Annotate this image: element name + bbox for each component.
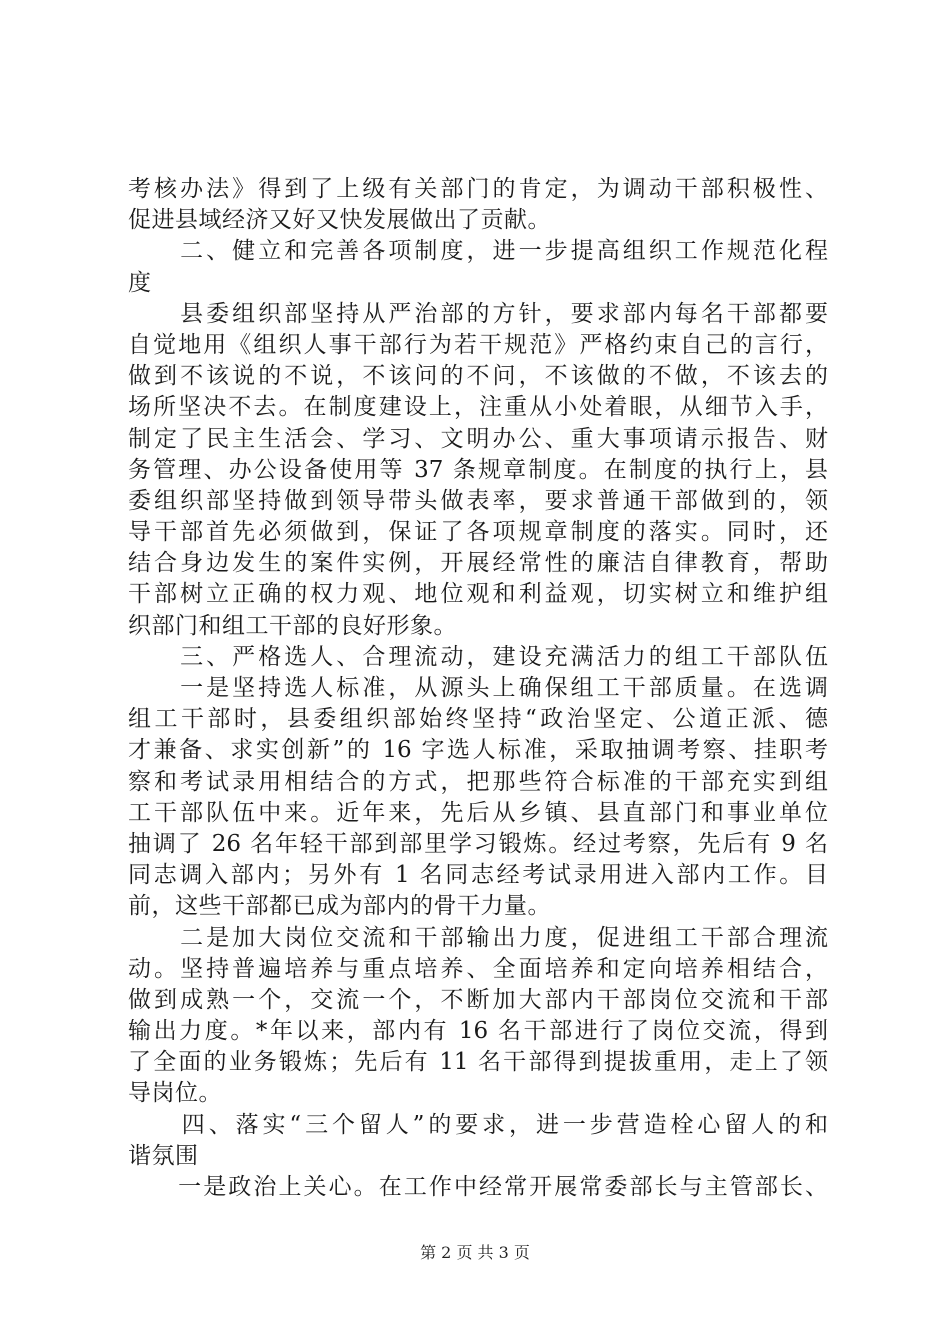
text-line: 结合身边发生的案件实例，开展经常性的廉洁自律教育，帮助 [128,550,828,577]
text-line: 度 [128,269,152,296]
text-line: 抽调了 26 名年轻干部到部里学习锻炼。经过考察，先后有 9 名 [128,830,828,857]
text-line: 场所坚决不去。在制度建设上，注重从小处着眼，从细节入手， [128,394,828,421]
text-line: 导岗位。 [128,1080,222,1107]
text-line: 导干部首先必须做到，保证了各项规章制度的落实。同时，还 [128,519,828,546]
text-line: 二、健立和完善各项制度，进一步提高组织工作规范化程 [128,238,828,265]
text-line: 察和考试录用相结合的方式，把那些符合标准的干部充实到组 [128,768,828,795]
text-line: 四、落实“三个留人”的要求，进一步营造栓心留人的和 [128,1111,828,1138]
text-line: 二是加大岗位交流和干部输出力度，促进组工干部合理流 [128,924,828,951]
text-line: 组工干部时，县委组织部始终坚持“政治坚定、公道正派、德 [128,706,828,733]
text-line: 考核办法》得到了上级有关部门的肯定，为调动干部积极性、 [128,176,828,202]
text-line: 一是政治上关心。在工作中经常开展常委部长与主管部长、 [128,1174,828,1200]
text-line: 三、严格选人、合理流动，建设充满活力的组工干部队伍 [128,643,828,670]
text-line: 输出力度。*年以来，部内有 16 名干部进行了岗位交流，得到 [128,1018,828,1045]
text-line: 一是坚持选人标准，从源头上确保组工干部质量。在选调 [128,675,828,701]
document-body [128,174,828,1203]
text-line: 做到成熟一个，交流一个，不断加大部内干部岗位交流和干部 [128,986,828,1013]
text-line: 前，这些干部都已成为部内的骨干力量。 [128,893,551,920]
text-line: 制定了民主生活会、学习、文明办公、重大事项请示报告、财 [128,425,828,452]
text-line: 县委组织部坚持从严治部的方针，要求部内每名干部都要 [128,300,828,327]
text-line: 才兼备、求实创新”的 16 字选人标准，采取抽调考察、挂职考 [128,737,828,764]
text-line: 谐氛围 [128,1142,199,1169]
text-line: 了全面的业务锻炼；先后有 11 名干部得到提拔重用，走上了领 [128,1049,828,1076]
text-line: 自觉地用《组织人事干部行为若干规范》严格约束自己的言行， [128,331,828,358]
text-line: 动。坚持普遍培养与重点培养、全面培养和定向培养相结合， [128,955,828,982]
text-line: 务管理、办公设备使用等 37 条规章制度。在制度的执行上，县 [128,456,828,483]
text-line: 干部树立正确的权力观、地位观和利益观，切实树立和维护组 [128,581,828,608]
text-line: 工干部队伍中来。近年来，先后从乡镇、县直部门和事业单位 [128,799,828,826]
text-line: 做到不该说的不说，不该问的不问，不该做的不做，不该去的 [128,363,828,390]
text-line: 同志调入部内；另外有 1 名同志经考试录用进入部内工作。目 [128,862,828,889]
text-line: 织部门和组工干部的良好形象。 [128,612,457,639]
page-footer: 第 2 页 共 3 页 [420,1243,530,1262]
text-line: 委组织部坚持做到领导带头做表率，要求普通干部做到的，领 [128,487,828,514]
text-line: 促进县域经济又好又快发展做出了贡献。 [128,207,551,234]
